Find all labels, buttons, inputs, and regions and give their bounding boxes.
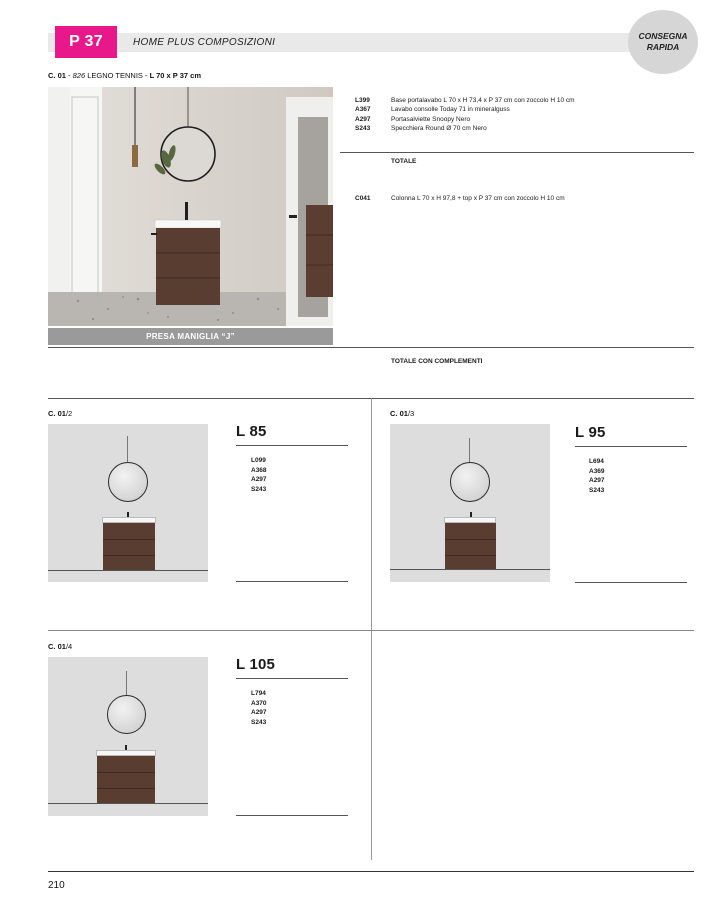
variant-drawing xyxy=(48,424,208,582)
divider xyxy=(236,445,348,446)
composition-dims: L 70 x P 37 cm xyxy=(149,71,202,80)
variant-code-item: A297 xyxy=(251,709,267,717)
complement-desc: Colonna L 70 x H 97,8 + top x P 37 cm con zoccolo H 10 cm xyxy=(391,195,565,202)
product-code: S243 xyxy=(355,125,371,133)
badge-line-2: RAPIDA xyxy=(646,42,680,52)
variant-code: C. 01 xyxy=(390,409,408,418)
total-label: TOTALE xyxy=(391,158,417,165)
bathroom-photo-illustration xyxy=(48,87,333,326)
divider xyxy=(340,152,694,153)
mirror-icon xyxy=(450,462,490,502)
photo-caption: PRESA MANIGLIA “J” xyxy=(48,328,333,345)
variant-code: C. 01 xyxy=(48,409,66,418)
variant-code-item: A369 xyxy=(589,467,605,475)
cabinet xyxy=(97,756,155,803)
variant-suffix: /2 xyxy=(65,409,73,418)
divider xyxy=(236,581,348,582)
cabinet xyxy=(103,523,155,570)
fast-delivery-badge xyxy=(628,10,698,74)
variant-suffix: /4 xyxy=(65,642,73,651)
product-list xyxy=(355,96,685,134)
divider xyxy=(48,630,694,631)
product-desc: Base portalavabo L 70 x H 73,4 x P 37 cm con zoccolo H 10 cm xyxy=(391,97,575,104)
mirror-pole xyxy=(127,436,128,464)
product-desc: Specchiera Round Ø 70 cm Nero xyxy=(391,125,487,133)
composition-code: C. 01 xyxy=(48,71,66,80)
variant-codes xyxy=(251,456,267,494)
divider xyxy=(575,446,687,447)
product-row xyxy=(355,96,685,105)
page-tag: P 37 xyxy=(55,26,117,58)
footer-rule xyxy=(48,871,694,872)
product-row xyxy=(355,115,685,124)
variant-title: L 105 xyxy=(236,656,276,673)
complement-code: C041 xyxy=(355,195,371,202)
variant-code-item: S243 xyxy=(589,486,605,494)
variant-suffix: /3 xyxy=(407,409,415,418)
product-desc: Lavabo consolle Today 71 in mineralguss xyxy=(391,106,510,114)
product-code: L399 xyxy=(355,97,370,104)
variant-drawing xyxy=(390,424,550,582)
badge-line-1: CONSEGNA xyxy=(638,31,688,41)
variant-title: L 95 xyxy=(575,424,606,441)
variant-codes xyxy=(251,689,267,727)
floor-line xyxy=(390,569,550,570)
divider xyxy=(575,582,687,583)
floor-line xyxy=(48,803,208,804)
finish-code: 826 xyxy=(72,71,86,80)
mirror-pole xyxy=(126,671,127,697)
floor-line xyxy=(48,570,208,571)
variant-label xyxy=(390,409,414,418)
variant-code-item: L694 xyxy=(589,458,604,465)
variant-title: L 85 xyxy=(236,423,267,440)
total-complements-label: TOTALE CON COMPLEMENTI xyxy=(391,358,483,365)
mirror-icon xyxy=(108,462,148,502)
variant-codes xyxy=(589,457,605,495)
mirror-icon xyxy=(107,695,146,734)
cabinet xyxy=(445,523,496,569)
variant-code-item: A368 xyxy=(251,466,267,474)
divider xyxy=(236,815,348,816)
variant-code-item: S243 xyxy=(251,718,267,726)
page-number: 210 xyxy=(48,880,65,891)
variant-code-item: S243 xyxy=(251,485,267,493)
variant-code-item: L794 xyxy=(251,690,266,697)
product-row xyxy=(355,105,685,114)
complement-row xyxy=(355,194,685,203)
column-divider xyxy=(371,398,372,860)
composition-label xyxy=(48,71,201,80)
finish-name: LEGNO TENNIS - xyxy=(85,71,150,80)
product-desc: Portasalviette Snoopy Nero xyxy=(391,115,471,123)
divider xyxy=(236,678,348,679)
product-code: A297 xyxy=(355,115,371,123)
variant-code-item: L099 xyxy=(251,457,266,464)
hero-photo xyxy=(48,87,333,326)
product-code: A367 xyxy=(355,106,371,114)
variant-code-item: A297 xyxy=(251,476,267,484)
variant-code-item: A370 xyxy=(251,699,267,707)
variant-code-item: A297 xyxy=(589,477,605,485)
composition-sep: - xyxy=(65,71,73,80)
variant-label xyxy=(48,409,72,418)
product-row xyxy=(355,124,685,133)
variant-code: C. 01 xyxy=(48,642,66,651)
divider xyxy=(48,347,694,348)
mirror-pole xyxy=(469,438,470,464)
page-title: HOME PLUS COMPOSIZIONI xyxy=(133,37,276,48)
variant-label xyxy=(48,642,72,651)
variant-drawing xyxy=(48,657,208,816)
